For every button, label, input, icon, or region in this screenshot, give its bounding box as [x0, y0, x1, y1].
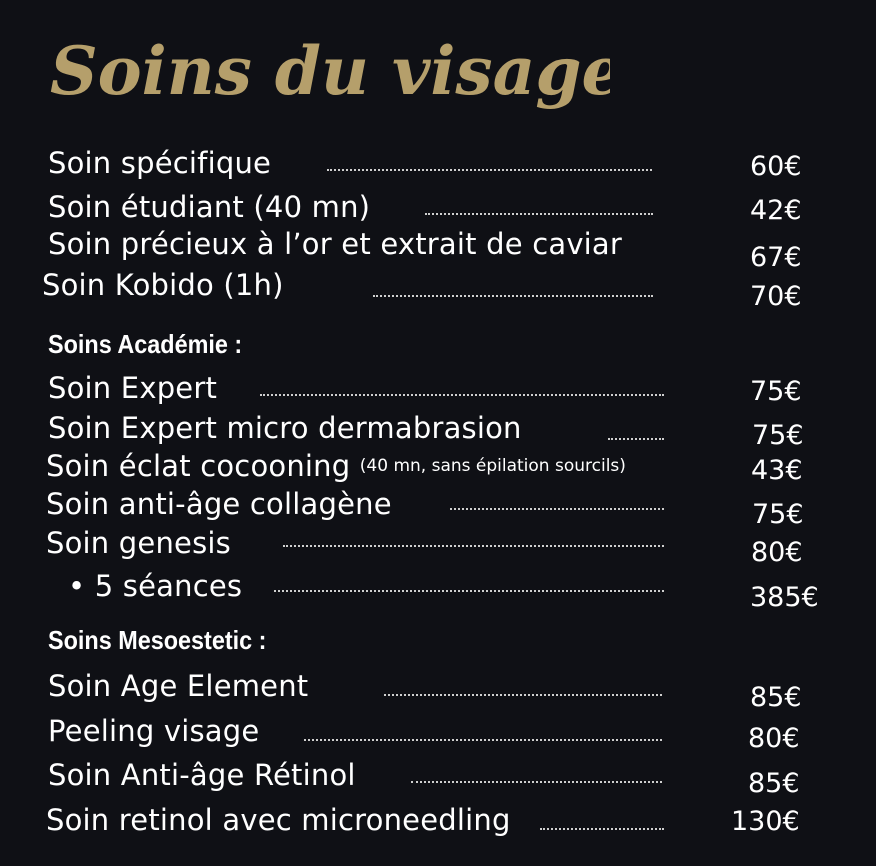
price-row	[0, 224, 876, 273]
page-title-text: Soins du visage	[50, 32, 610, 110]
price-row	[0, 143, 876, 183]
service-price: 75€	[752, 499, 804, 530]
dot-leader	[304, 739, 662, 741]
service-label: Soin genesis	[46, 526, 231, 560]
service-price: 70€	[750, 281, 802, 312]
service-price: 80€	[748, 723, 800, 754]
price-row	[0, 666, 876, 713]
service-price: 43€	[751, 455, 803, 486]
service-label: Soin anti-âge collagène	[46, 487, 392, 521]
dot-leader	[283, 545, 664, 547]
dot-leader	[274, 590, 664, 592]
service-price: 75€	[750, 376, 802, 407]
service-label: Soin précieux à l’or et extrait de caviar	[48, 227, 623, 261]
service-price: 85€	[748, 768, 800, 799]
service-price: 80€	[751, 537, 803, 568]
service-price: 67€	[750, 242, 802, 273]
price-row	[0, 368, 876, 408]
dot-leader	[425, 213, 653, 215]
price-row	[0, 408, 876, 451]
dot-leader	[540, 828, 664, 830]
price-row	[0, 566, 876, 613]
price-row	[0, 755, 876, 799]
dot-leader	[411, 781, 662, 783]
dot-leader	[608, 438, 664, 440]
dot-leader	[384, 694, 662, 696]
service-label: • 5 séances	[68, 569, 243, 603]
service-label: Soin Kobido (1h)	[42, 268, 284, 302]
service-price: 60€	[750, 151, 802, 182]
dot-leader	[373, 295, 653, 297]
page-title	[50, 28, 610, 118]
service-price: 85€	[750, 682, 802, 713]
service-label: Peeling visage	[48, 714, 260, 748]
service-label: Soin Anti-âge Rétinol	[48, 758, 356, 792]
service-label: Soin spécifique	[48, 146, 272, 180]
service-label: Soin Expert micro dermabrasion	[48, 411, 522, 445]
dot-leader	[450, 508, 664, 510]
service-note: (40 mn, sans épilation sourcils)	[359, 456, 626, 476]
section-heading-academie: Soins Académie :	[48, 329, 243, 359]
price-row	[0, 800, 876, 840]
service-label: Soin Expert	[48, 371, 218, 405]
price-row	[0, 187, 876, 227]
dot-leader	[260, 394, 664, 396]
price-row	[0, 446, 876, 486]
service-price: 130€	[731, 806, 800, 837]
service-label: Soin éclat cocooning	[46, 449, 351, 483]
service-label: Soin retinol avec microneedling	[46, 803, 511, 837]
price-row	[0, 711, 876, 754]
section-heading-mesoestetic: Soins Mesoestetic :	[48, 625, 267, 655]
page-title-svg	[50, 28, 610, 118]
service-label: Soin Age Element	[48, 669, 309, 703]
dot-leader	[327, 169, 652, 171]
service-label-with-note	[46, 446, 626, 486]
price-row	[0, 523, 876, 568]
service-label: Soin étudiant (40 mn)	[48, 190, 371, 224]
service-price: 75€	[752, 420, 804, 451]
service-price: 385€	[750, 582, 819, 613]
service-price: 42€	[750, 195, 802, 226]
price-row	[0, 484, 876, 530]
price-row	[0, 265, 876, 312]
